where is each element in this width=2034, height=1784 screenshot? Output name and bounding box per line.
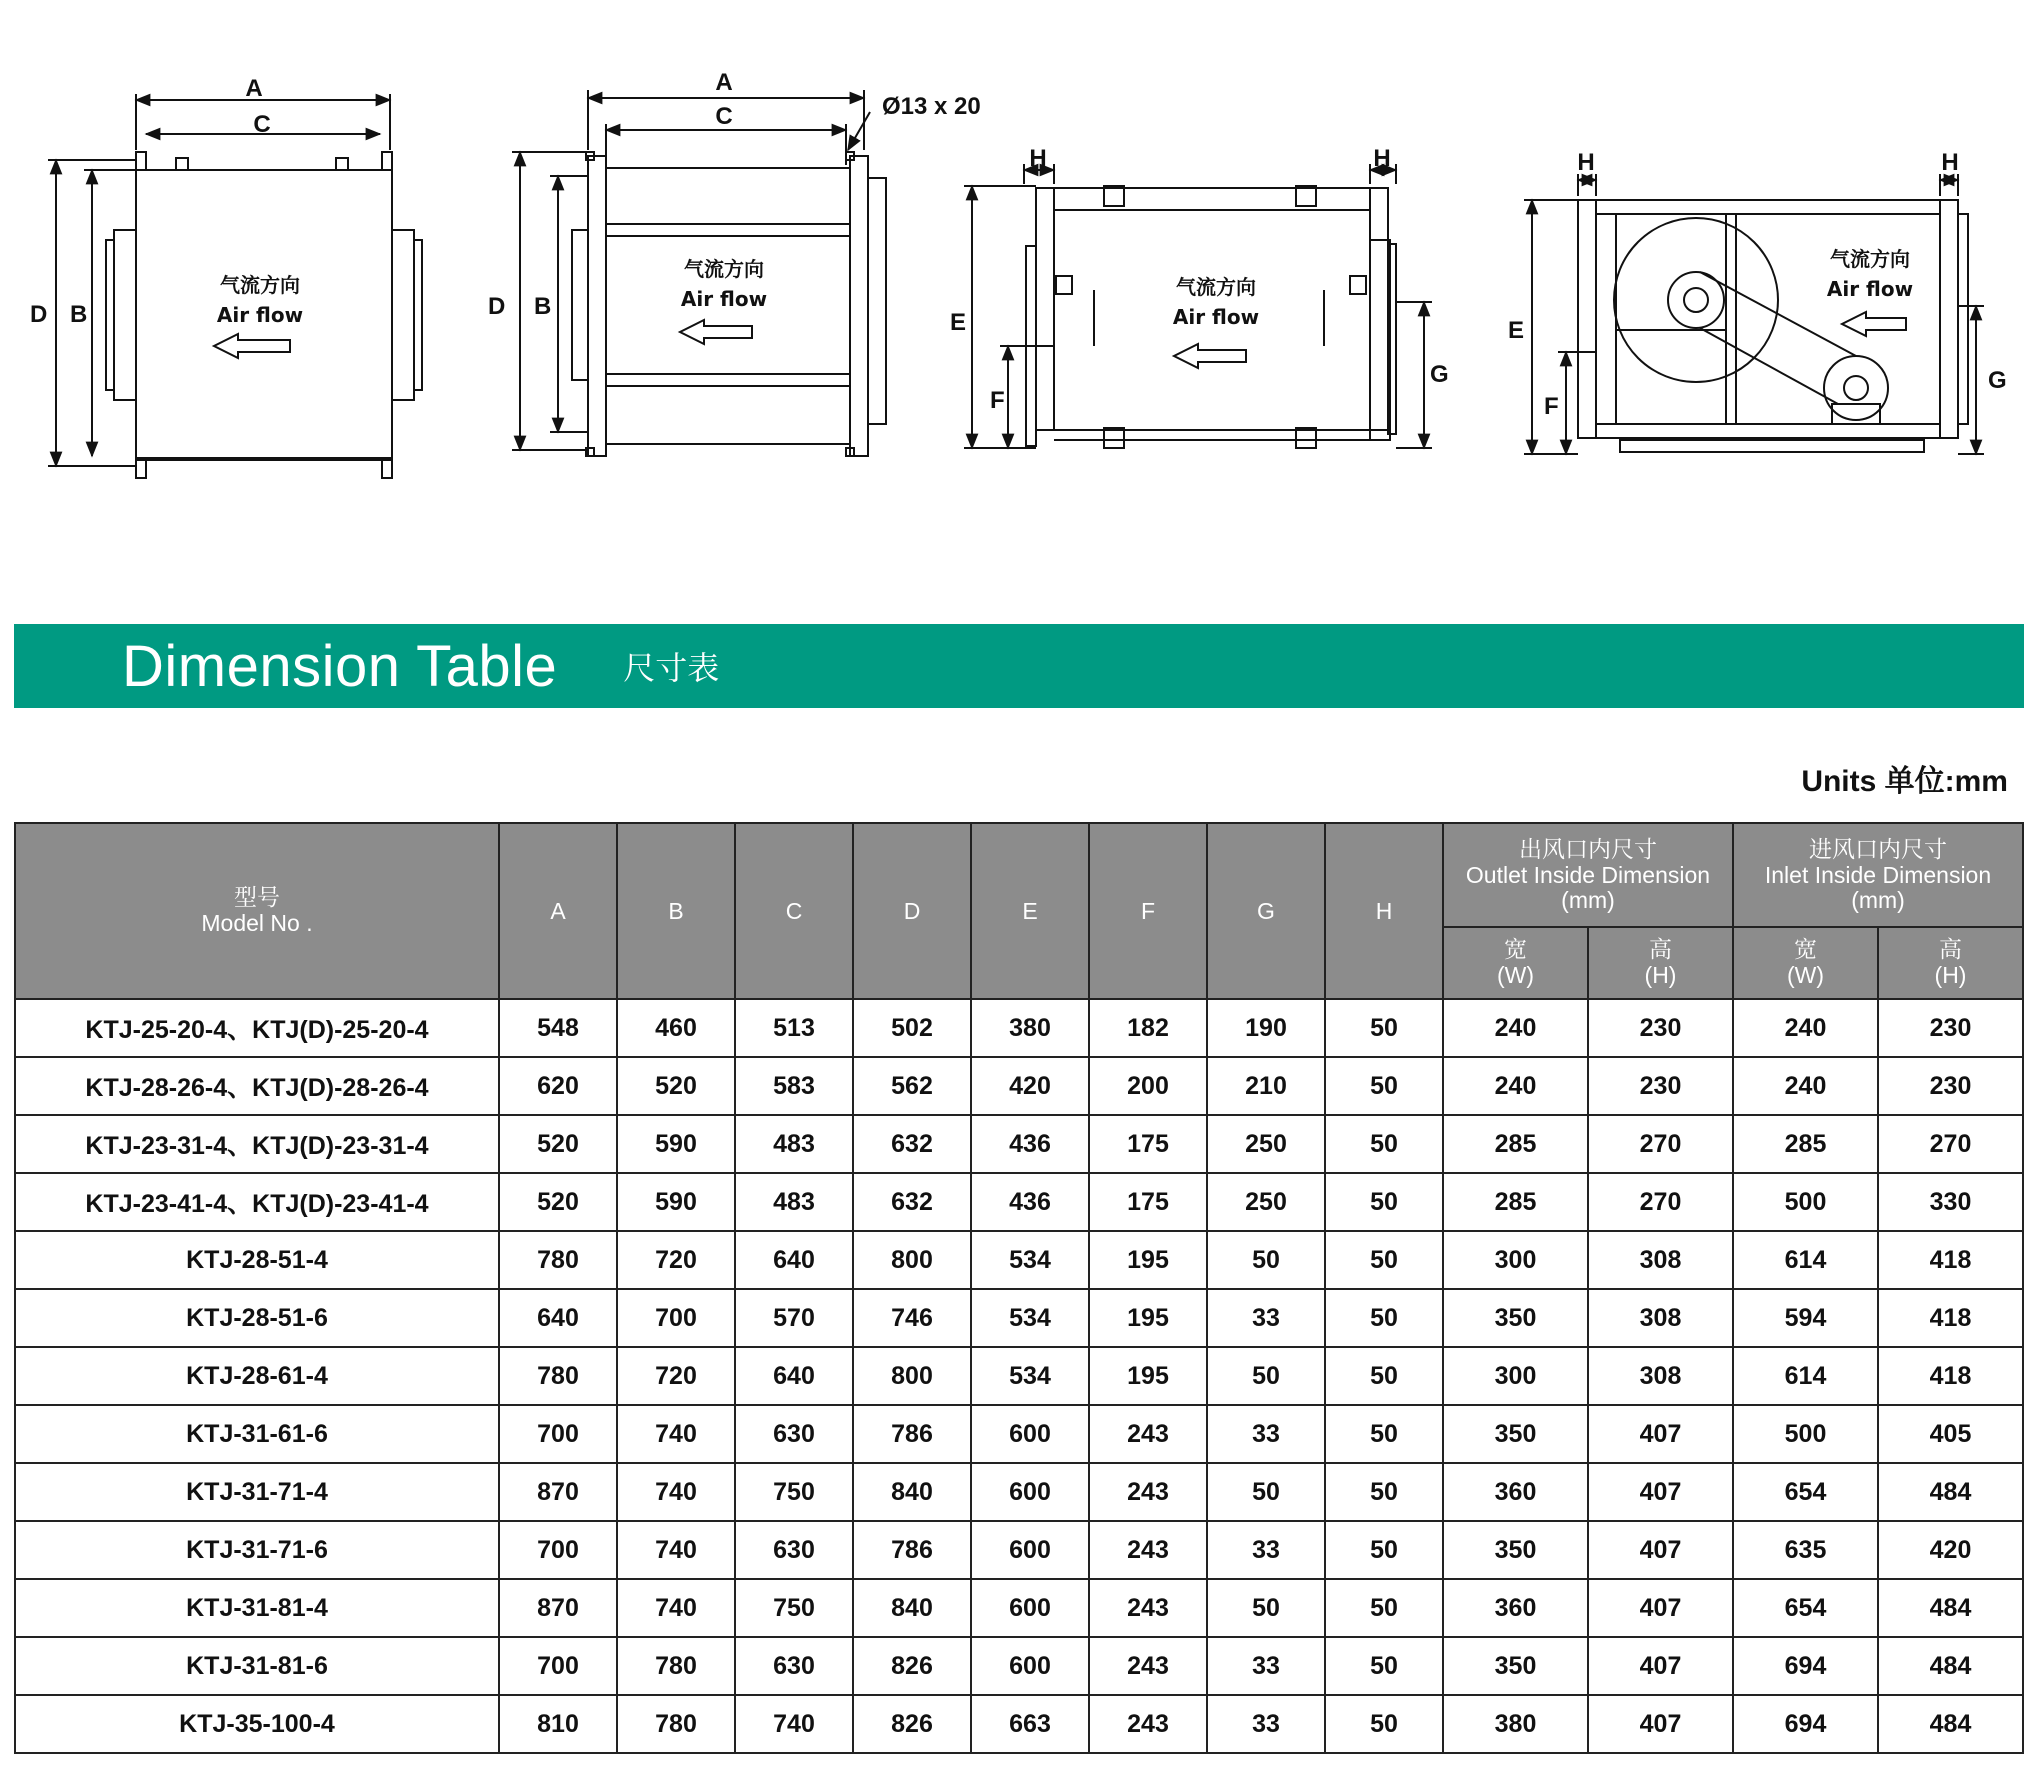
- cell-g: 33: [1207, 1637, 1325, 1695]
- cell-g: 33: [1207, 1405, 1325, 1463]
- cell-c: 570: [735, 1289, 853, 1347]
- airflow-cn-4: 气流方向: [1830, 247, 1910, 271]
- header-height-cn: 高: [1649, 937, 1672, 963]
- cell-d: 786: [853, 1521, 971, 1579]
- cell-a: 640: [499, 1289, 617, 1347]
- cell-c: 750: [735, 1463, 853, 1521]
- cell-out-w: 350: [1443, 1289, 1588, 1347]
- dim-label-h-4b: H: [1941, 149, 1959, 176]
- cell-c: 513: [735, 999, 853, 1057]
- cell-a: 810: [499, 1695, 617, 1753]
- cell-b: 590: [617, 1115, 735, 1173]
- airflow-cn-3: 气流方向: [1176, 275, 1256, 299]
- cell-d: 632: [853, 1173, 971, 1231]
- cell-h: 50: [1325, 1521, 1443, 1579]
- technical-drawings: [0, 0, 2034, 560]
- cell-c: 630: [735, 1637, 853, 1695]
- airflow-cn-1: 气流方向: [220, 273, 300, 297]
- cell-g: 50: [1207, 1579, 1325, 1637]
- table-row: [15, 1521, 2023, 1579]
- cell-out-h: 407: [1588, 1579, 1733, 1637]
- table-row: [15, 1695, 2023, 1753]
- cell-out-w: 285: [1443, 1173, 1588, 1231]
- airflow-en-4: Air flow: [1826, 277, 1914, 301]
- cell-out-h: 230: [1588, 1057, 1733, 1115]
- cell-e: 534: [971, 1347, 1089, 1405]
- cell-a: 520: [499, 1115, 617, 1173]
- cell-d: 746: [853, 1289, 971, 1347]
- dim-label-a: A: [245, 75, 263, 102]
- cell-f: 195: [1089, 1231, 1207, 1289]
- cell-in-w: 654: [1733, 1463, 1878, 1521]
- cell-model: KTJ-35-100-4: [15, 1695, 499, 1753]
- header-outlet: [1443, 823, 1733, 927]
- header-outlet-height: [1588, 927, 1733, 999]
- table-row: [15, 1579, 2023, 1637]
- cell-c: 583: [735, 1057, 853, 1115]
- cell-h: 50: [1325, 1057, 1443, 1115]
- dim-label-f-3: F: [990, 387, 1005, 414]
- header-inlet-unit: (mm): [1851, 886, 1905, 913]
- cell-a: 700: [499, 1521, 617, 1579]
- cell-in-h: 484: [1878, 1579, 2023, 1637]
- cell-f: 195: [1089, 1289, 1207, 1347]
- header-width-en: (W): [1786, 962, 1825, 988]
- table-row: [15, 1405, 2023, 1463]
- cell-a: 700: [499, 1637, 617, 1695]
- cell-model: KTJ-25-20-4、KTJ(D)-25-20-4: [15, 999, 499, 1057]
- cell-in-w: 654: [1733, 1579, 1878, 1637]
- dim-label-g-4: G: [1988, 367, 2007, 394]
- airflow-cn-2: 气流方向: [684, 257, 764, 281]
- cell-e: 380: [971, 999, 1089, 1057]
- cell-in-w: 614: [1733, 1231, 1878, 1289]
- cell-d: 562: [853, 1057, 971, 1115]
- cell-d: 826: [853, 1637, 971, 1695]
- cell-e: 420: [971, 1057, 1089, 1115]
- cell-model: KTJ-28-51-6: [15, 1289, 499, 1347]
- header-model-cn: 型号: [234, 885, 280, 911]
- cell-in-h: 484: [1878, 1695, 2023, 1753]
- dim-label-f-4: F: [1544, 393, 1559, 420]
- section-subtitle: 尺寸表: [623, 649, 720, 687]
- cell-b: 740: [617, 1405, 735, 1463]
- cell-in-h: 484: [1878, 1637, 2023, 1695]
- cell-in-w: 240: [1733, 999, 1878, 1057]
- header-g: G: [1207, 823, 1325, 999]
- cell-h: 50: [1325, 1695, 1443, 1753]
- section-title: Dimension Table: [122, 633, 558, 699]
- cell-model: KTJ-28-61-4: [15, 1347, 499, 1405]
- dim-label-h-3a: H: [1029, 145, 1047, 172]
- cell-in-h: 230: [1878, 999, 2023, 1057]
- cell-out-h: 407: [1588, 1637, 1733, 1695]
- cell-f: 243: [1089, 1521, 1207, 1579]
- cell-out-w: 240: [1443, 999, 1588, 1057]
- cell-model: KTJ-23-31-4、KTJ(D)-23-31-4: [15, 1115, 499, 1173]
- dim-label-b: B: [70, 301, 88, 328]
- cell-model: KTJ-31-71-6: [15, 1521, 499, 1579]
- cell-out-w: 360: [1443, 1463, 1588, 1521]
- cell-d: 840: [853, 1463, 971, 1521]
- table-row: [15, 1057, 2023, 1115]
- cell-out-w: 380: [1443, 1695, 1588, 1753]
- dim-label-h-4a: H: [1577, 149, 1595, 176]
- cell-in-w: 614: [1733, 1347, 1878, 1405]
- header-outlet-cn: 出风口内尺寸: [1519, 836, 1657, 863]
- header-h: H: [1325, 823, 1443, 999]
- cell-h: 50: [1325, 999, 1443, 1057]
- cell-d: 826: [853, 1695, 971, 1753]
- cell-b: 780: [617, 1695, 735, 1753]
- cell-in-w: 285: [1733, 1115, 1878, 1173]
- cell-out-w: 300: [1443, 1231, 1588, 1289]
- dim-label-e-4: E: [1508, 317, 1525, 344]
- dim-label-d: D: [30, 301, 48, 328]
- header-inlet-cn: 进风口内尺寸: [1809, 836, 1947, 863]
- cell-c: 483: [735, 1173, 853, 1231]
- dim-label-g-3: G: [1430, 361, 1449, 388]
- table-row: [15, 1347, 2023, 1405]
- cell-in-w: 694: [1733, 1695, 1878, 1753]
- table-row: [15, 1115, 2023, 1173]
- header-model: [15, 823, 499, 999]
- table-row: [15, 1231, 2023, 1289]
- table-row: [15, 1173, 2023, 1231]
- table-row: [15, 999, 2023, 1057]
- cell-out-w: 350: [1443, 1637, 1588, 1695]
- header-a: A: [499, 823, 617, 999]
- cell-h: 50: [1325, 1289, 1443, 1347]
- cell-out-h: 407: [1588, 1695, 1733, 1753]
- cell-g: 190: [1207, 999, 1325, 1057]
- cell-e: 663: [971, 1695, 1089, 1753]
- cell-g: 50: [1207, 1231, 1325, 1289]
- table-body: [15, 999, 2023, 1753]
- cell-model: KTJ-31-81-6: [15, 1637, 499, 1695]
- cell-h: 50: [1325, 1463, 1443, 1521]
- cell-c: 483: [735, 1115, 853, 1173]
- cell-a: 548: [499, 999, 617, 1057]
- header-height-en: (H): [1934, 962, 1967, 988]
- cell-f: 243: [1089, 1463, 1207, 1521]
- cell-model: KTJ-31-61-6: [15, 1405, 499, 1463]
- cell-a: 870: [499, 1463, 617, 1521]
- cell-out-h: 270: [1588, 1115, 1733, 1173]
- cell-h: 50: [1325, 1347, 1443, 1405]
- header-inlet: [1733, 823, 2023, 927]
- cell-d: 786: [853, 1405, 971, 1463]
- cell-out-h: 230: [1588, 999, 1733, 1057]
- cell-b: 720: [617, 1347, 735, 1405]
- drawing-4-fan-view: [1524, 174, 1984, 454]
- cell-h: 50: [1325, 1115, 1443, 1173]
- cell-b: 740: [617, 1579, 735, 1637]
- cell-f: 182: [1089, 999, 1207, 1057]
- cell-c: 630: [735, 1521, 853, 1579]
- cell-h: 50: [1325, 1579, 1443, 1637]
- cell-b: 700: [617, 1289, 735, 1347]
- cell-g: 250: [1207, 1173, 1325, 1231]
- dim-label-e-3: E: [950, 309, 967, 336]
- cell-model: KTJ-23-41-4、KTJ(D)-23-41-4: [15, 1173, 499, 1231]
- cell-d: 800: [853, 1231, 971, 1289]
- cell-a: 870: [499, 1579, 617, 1637]
- cell-e: 436: [971, 1115, 1089, 1173]
- hole-label: Ø13 x 20: [882, 93, 981, 120]
- cell-e: 600: [971, 1405, 1089, 1463]
- cell-in-h: 484: [1878, 1463, 2023, 1521]
- table-row: [15, 1463, 2023, 1521]
- airflow-en-2: Air flow: [680, 287, 768, 311]
- cell-c: 640: [735, 1347, 853, 1405]
- cell-g: 50: [1207, 1347, 1325, 1405]
- cell-out-w: 300: [1443, 1347, 1588, 1405]
- cell-f: 175: [1089, 1115, 1207, 1173]
- cell-a: 520: [499, 1173, 617, 1231]
- dim-label-c-2: C: [715, 103, 733, 130]
- cell-in-w: 635: [1733, 1521, 1878, 1579]
- cell-h: 50: [1325, 1637, 1443, 1695]
- header-outlet-width: [1443, 927, 1588, 999]
- cell-g: 210: [1207, 1057, 1325, 1115]
- cell-in-h: 230: [1878, 1057, 2023, 1115]
- cell-out-h: 407: [1588, 1463, 1733, 1521]
- cell-in-w: 694: [1733, 1637, 1878, 1695]
- cell-f: 243: [1089, 1405, 1207, 1463]
- cell-model: KTJ-28-51-4: [15, 1231, 499, 1289]
- cell-a: 700: [499, 1405, 617, 1463]
- header-inlet-height: [1878, 927, 2023, 999]
- cell-out-h: 407: [1588, 1405, 1733, 1463]
- cell-b: 590: [617, 1173, 735, 1231]
- header-outlet-unit: (mm): [1561, 886, 1615, 913]
- cell-out-w: 350: [1443, 1521, 1588, 1579]
- cell-e: 600: [971, 1521, 1089, 1579]
- header-c: C: [735, 823, 853, 999]
- cell-a: 620: [499, 1057, 617, 1115]
- cell-b: 740: [617, 1463, 735, 1521]
- cell-out-w: 360: [1443, 1579, 1588, 1637]
- airflow-en-3: Air flow: [1172, 305, 1260, 329]
- header-width-cn: 宽: [1794, 937, 1817, 963]
- cell-model: KTJ-28-26-4、KTJ(D)-28-26-4: [15, 1057, 499, 1115]
- cell-g: 33: [1207, 1695, 1325, 1753]
- units-note: Units 单位:mm: [1801, 765, 2008, 798]
- header-height-cn: 高: [1939, 937, 1962, 963]
- cell-in-w: 240: [1733, 1057, 1878, 1115]
- cell-out-w: 350: [1443, 1405, 1588, 1463]
- cell-in-h: 270: [1878, 1115, 2023, 1173]
- cell-out-h: 407: [1588, 1521, 1733, 1579]
- dim-label-c: C: [253, 111, 271, 138]
- cell-in-h: 405: [1878, 1405, 2023, 1463]
- cell-c: 630: [735, 1405, 853, 1463]
- cell-e: 534: [971, 1289, 1089, 1347]
- cell-f: 195: [1089, 1347, 1207, 1405]
- cell-in-h: 418: [1878, 1231, 2023, 1289]
- header-width-en: (W): [1496, 962, 1535, 988]
- header-inlet-en: Inlet Inside Dimension: [1764, 861, 1992, 888]
- cell-h: 50: [1325, 1231, 1443, 1289]
- header-outlet-en: Outlet Inside Dimension: [1465, 861, 1711, 888]
- cell-e: 600: [971, 1637, 1089, 1695]
- header-model-en: Model No .: [201, 910, 313, 936]
- cell-f: 175: [1089, 1173, 1207, 1231]
- cell-b: 780: [617, 1637, 735, 1695]
- cell-b: 460: [617, 999, 735, 1057]
- cell-g: 33: [1207, 1289, 1325, 1347]
- airflow-en-1: Air flow: [216, 303, 304, 327]
- cell-in-h: 420: [1878, 1521, 2023, 1579]
- cell-f: 200: [1089, 1057, 1207, 1115]
- cell-e: 600: [971, 1579, 1089, 1637]
- cell-h: 50: [1325, 1173, 1443, 1231]
- header-inlet-width: [1733, 927, 1878, 999]
- cell-out-h: 308: [1588, 1231, 1733, 1289]
- cell-d: 632: [853, 1115, 971, 1173]
- cell-in-w: 500: [1733, 1173, 1878, 1231]
- cell-c: 640: [735, 1231, 853, 1289]
- dimension-table: [14, 822, 2024, 1754]
- cell-out-w: 285: [1443, 1115, 1588, 1173]
- cell-out-h: 270: [1588, 1173, 1733, 1231]
- cell-g: 33: [1207, 1521, 1325, 1579]
- cell-f: 243: [1089, 1579, 1207, 1637]
- cell-in-h: 330: [1878, 1173, 2023, 1231]
- section-banner: [14, 624, 2024, 708]
- dim-label-h-3b: H: [1373, 145, 1391, 172]
- cell-model: KTJ-31-71-4: [15, 1463, 499, 1521]
- cell-e: 534: [971, 1231, 1089, 1289]
- cell-b: 740: [617, 1521, 735, 1579]
- cell-e: 436: [971, 1173, 1089, 1231]
- header-f: F: [1089, 823, 1207, 999]
- cell-c: 740: [735, 1695, 853, 1753]
- cell-in-w: 594: [1733, 1289, 1878, 1347]
- cell-out-w: 240: [1443, 1057, 1588, 1115]
- header-height-en: (H): [1644, 962, 1677, 988]
- header-width-cn: 宽: [1504, 937, 1527, 963]
- header-b: B: [617, 823, 735, 999]
- drawings-svg: [0, 0, 2034, 560]
- cell-in-h: 418: [1878, 1289, 2023, 1347]
- cell-g: 250: [1207, 1115, 1325, 1173]
- header-e: E: [971, 823, 1089, 999]
- cell-h: 50: [1325, 1405, 1443, 1463]
- dim-label-d-2: D: [488, 293, 506, 320]
- dim-label-b-2: B: [534, 293, 552, 320]
- cell-d: 800: [853, 1347, 971, 1405]
- cell-model: KTJ-31-81-4: [15, 1579, 499, 1637]
- cell-d: 840: [853, 1579, 971, 1637]
- cell-c: 750: [735, 1579, 853, 1637]
- cell-a: 780: [499, 1231, 617, 1289]
- header-d: D: [853, 823, 971, 999]
- cell-a: 780: [499, 1347, 617, 1405]
- table-row: [15, 1289, 2023, 1347]
- cell-g: 50: [1207, 1463, 1325, 1521]
- cell-b: 520: [617, 1057, 735, 1115]
- cell-f: 243: [1089, 1695, 1207, 1753]
- cell-out-h: 308: [1588, 1289, 1733, 1347]
- cell-d: 502: [853, 999, 971, 1057]
- cell-in-w: 500: [1733, 1405, 1878, 1463]
- table-row: [15, 1637, 2023, 1695]
- cell-f: 243: [1089, 1637, 1207, 1695]
- cell-out-h: 308: [1588, 1347, 1733, 1405]
- dim-label-a-2: A: [715, 69, 733, 96]
- cell-in-h: 418: [1878, 1347, 2023, 1405]
- cell-e: 600: [971, 1463, 1089, 1521]
- cell-b: 720: [617, 1231, 735, 1289]
